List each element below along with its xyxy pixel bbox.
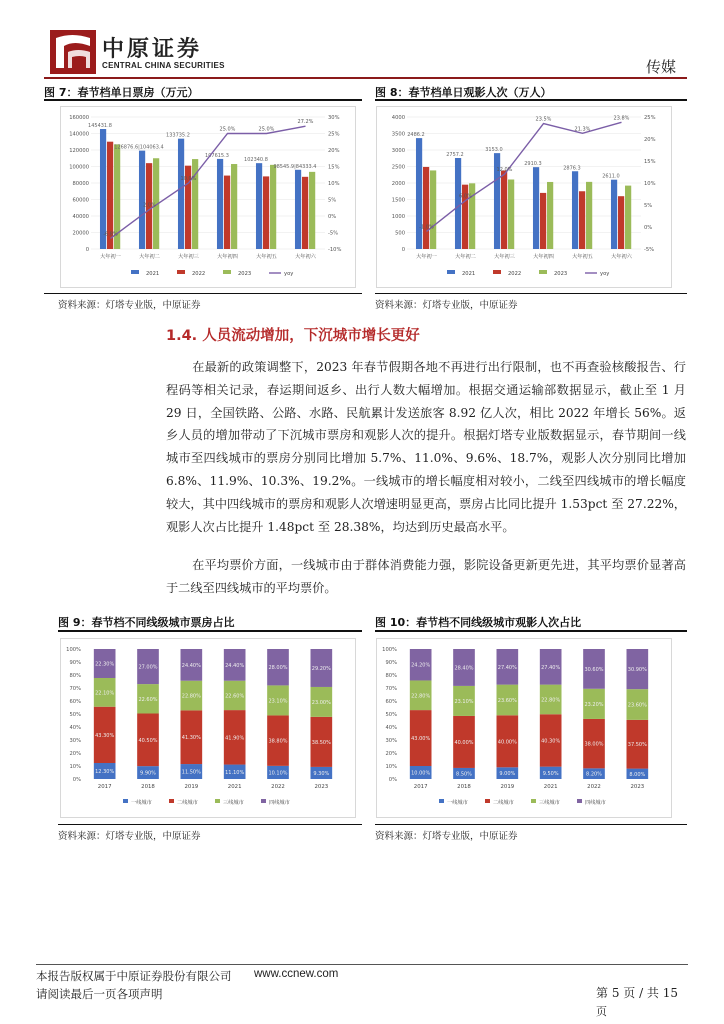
segment-label: 11.50% xyxy=(181,769,201,776)
segment-label: 28.40% xyxy=(454,665,474,672)
legend-label: 2022 xyxy=(192,271,206,277)
segment-label: 9.50% xyxy=(542,770,559,777)
figure-7-chart xyxy=(61,107,355,287)
segment-label: 37.50% xyxy=(627,742,647,749)
legend-label: 2023 xyxy=(238,271,252,277)
x-tick-label: 大年初四 xyxy=(533,254,554,260)
legend-swatch-2023 xyxy=(539,270,547,274)
yoy-label: 6.0% xyxy=(459,193,472,200)
x-tick-label: 2021 xyxy=(227,784,242,790)
segment-label: 22.30% xyxy=(95,661,115,668)
bar-2023 xyxy=(309,172,315,249)
y-tick-label: 40% xyxy=(385,725,397,731)
segment-label: 22.80% xyxy=(181,693,201,700)
logo-mark-icon xyxy=(50,30,98,76)
x-tick-label: 大年初三 xyxy=(494,254,515,260)
y2-tick-label: -5% xyxy=(328,230,339,237)
segment-label: 43.30% xyxy=(95,732,115,739)
data-label: 98545.9|84333.4 xyxy=(273,163,317,170)
bar-2021 xyxy=(295,170,301,249)
y-tick-label: 160000 xyxy=(69,115,89,121)
y-tick-label: 1500 xyxy=(391,197,405,204)
segment-label: 22.80% xyxy=(411,693,431,700)
bar-2023 xyxy=(586,182,592,249)
y-tick-label: 70% xyxy=(385,686,397,692)
y2-tick-label: 10% xyxy=(328,181,340,187)
y2-tick-label: 5% xyxy=(328,197,337,204)
y-tick-label: 100% xyxy=(382,647,397,653)
bar-2021 xyxy=(416,138,422,249)
y-tick-label: 50% xyxy=(69,712,81,718)
segment-label: 30.90% xyxy=(627,667,647,674)
segment-label: 28.00% xyxy=(268,665,288,672)
legend-swatch xyxy=(215,799,220,803)
legend-swatch xyxy=(123,799,128,803)
figure-9-source: 资料来源：灯塔专业版，中原证券 xyxy=(58,831,201,842)
segment-label: 22.60% xyxy=(138,696,158,703)
bar-2023 xyxy=(508,180,514,249)
segment-label: 27.00% xyxy=(138,664,158,671)
bar-2022 xyxy=(423,167,429,249)
footer-divider xyxy=(36,964,688,965)
legend-label: 一线城市 xyxy=(131,800,152,806)
bar-2022 xyxy=(579,191,585,249)
segment-label: 38.50% xyxy=(311,739,331,746)
y-tick-label: 70% xyxy=(69,686,81,692)
figure-9-title: 图 9：春节档不同线级城市票房占比 xyxy=(58,616,235,629)
y2-tick-label: 25% xyxy=(328,131,340,138)
y2-tick-label: 15% xyxy=(644,159,656,165)
footer-copyright: 本报告版权属于中原证券股份有限公司 xyxy=(36,969,232,983)
bar-2022 xyxy=(540,193,546,249)
x-tick-label: 2019 xyxy=(500,784,515,790)
industry-label: 传媒 xyxy=(645,58,676,76)
figure-10-chart-box xyxy=(376,638,672,818)
bar-2023 xyxy=(430,170,436,249)
data-label: 2757.2 xyxy=(446,152,464,159)
y-tick-label: 4000 xyxy=(391,115,405,121)
figure-10-chart xyxy=(377,639,671,817)
y-tick-label: 60000 xyxy=(72,197,89,204)
bar-2022 xyxy=(302,177,308,249)
bar-2023 xyxy=(270,165,276,249)
figure-10-title: 图 10：春节档不同线级城市观影人次占比 xyxy=(375,616,582,629)
y-tick-label: 2000 xyxy=(391,181,405,187)
y-tick-label: 3500 xyxy=(391,131,405,138)
figure-9-rule xyxy=(58,630,362,632)
y2-tick-label: 30% xyxy=(328,115,340,121)
bar-2023 xyxy=(231,164,237,249)
segment-label: 8.00% xyxy=(629,771,646,778)
segment-label: 10.00% xyxy=(411,770,431,777)
footer-notice: 请阅读最后一页各项声明 xyxy=(36,987,163,1001)
figure-8-chart-box xyxy=(376,106,672,288)
x-tick-label: 2017 xyxy=(413,784,428,790)
segment-label: 23.10% xyxy=(454,698,474,705)
y-tick-label: 0 xyxy=(401,247,405,253)
segment-label: 12.30% xyxy=(95,769,115,776)
legend-swatch xyxy=(531,799,536,803)
x-tick-label: 大年初五 xyxy=(572,254,593,260)
figure-10-bottom-rule xyxy=(375,824,687,825)
bar-2021 xyxy=(611,180,617,249)
x-tick-label: 2021 xyxy=(543,784,558,790)
y-tick-label: 40000 xyxy=(72,214,89,220)
segment-label: 43.00% xyxy=(411,736,431,743)
segment-label: 10.10% xyxy=(268,770,288,777)
legend-label: 2021 xyxy=(146,271,160,277)
bar-2022 xyxy=(263,176,269,249)
y2-tick-label: 5% xyxy=(644,203,653,209)
legend-label: 四线城市 xyxy=(585,800,606,806)
y2-tick-label: 15% xyxy=(328,164,340,171)
section-heading: 1.4. 人员流动增加，下沉城市增长更好 xyxy=(166,328,420,344)
data-label: 133735.2 xyxy=(166,132,190,139)
segment-label: 23.60% xyxy=(497,697,517,704)
x-tick-label: 2017 xyxy=(97,784,112,790)
paragraph-2-text: 在平均票价方面，一线城市由于群体消费能力强，影院设备更新更先进，其平均票价显著高于二线至四线城市的平均票价。 xyxy=(166,558,686,595)
x-tick-label: 大年初一 xyxy=(416,254,437,260)
yoy-label: 25.0% xyxy=(258,126,275,133)
x-tick-label: 大年初五 xyxy=(256,254,277,260)
x-tick-label: 大年初六 xyxy=(295,254,316,260)
data-label: 107615.3 xyxy=(205,152,229,159)
y-tick-label: 100% xyxy=(66,647,81,653)
segment-label: 8.50% xyxy=(456,771,472,778)
x-tick-label: 2023 xyxy=(630,784,645,790)
legend-label: 2022 xyxy=(508,271,522,277)
x-tick-label: 2018 xyxy=(141,784,155,790)
figure-7-rule xyxy=(44,99,362,101)
yoy-label: 2.0% xyxy=(143,202,156,209)
y-tick-label: 2500 xyxy=(391,164,405,171)
legend-swatch-2022 xyxy=(177,270,185,274)
section-paragraph-1 xyxy=(166,356,686,538)
yoy-label: 25.0% xyxy=(219,126,236,133)
segment-label: 9.00% xyxy=(499,771,516,778)
company-logo xyxy=(50,30,230,76)
y2-tick-label: -10% xyxy=(328,247,342,253)
figure-7-chart-box xyxy=(60,106,356,288)
legend-swatch-2023 xyxy=(223,270,231,274)
figure-8-source: 资料来源：灯塔专业版，中原证券 xyxy=(375,300,518,311)
figure-8-chart xyxy=(377,107,671,287)
segment-label: 41.90% xyxy=(225,735,245,742)
y-tick-label: 60% xyxy=(385,699,397,705)
x-tick-label: 大年初三 xyxy=(178,254,199,260)
y-tick-label: 30% xyxy=(69,738,81,744)
yoy-label: 23.5% xyxy=(535,116,552,123)
y2-tick-label: 20% xyxy=(328,148,340,154)
yoy-label: 12.0% xyxy=(496,167,513,174)
yoy-label: 21.3% xyxy=(574,126,591,133)
legend-label: 二线城市 xyxy=(493,800,514,806)
x-tick-label: 2022 xyxy=(271,784,285,790)
logo-text-en: CENTRAL CHINA SECURITIES xyxy=(102,61,225,70)
section-paragraph-2 xyxy=(166,554,686,600)
segment-label: 40.50% xyxy=(138,737,158,744)
figure-10-rule xyxy=(375,630,687,632)
y2-tick-label: 20% xyxy=(644,137,656,143)
legend-swatch-2021 xyxy=(131,270,139,274)
y-tick-label: 20% xyxy=(385,751,397,757)
segment-label: 40.00% xyxy=(497,739,517,746)
data-label: 2910.3 xyxy=(524,161,542,168)
y-tick-label: 30% xyxy=(385,738,397,744)
legend-label: 三线城市 xyxy=(223,800,244,806)
y-tick-label: 80% xyxy=(69,673,81,679)
y-tick-label: 90% xyxy=(69,660,81,666)
bar-2021 xyxy=(139,151,145,249)
y-tick-label: 50% xyxy=(385,712,397,718)
legend-label: 一线城市 xyxy=(447,800,468,806)
bar-2023 xyxy=(625,186,631,249)
y-tick-label: 40% xyxy=(69,725,81,731)
bar-2021 xyxy=(217,159,223,249)
y2-tick-label: 0% xyxy=(328,214,337,220)
segment-label: 22.80% xyxy=(541,697,561,704)
segment-label: 9.30% xyxy=(313,770,330,777)
legend-swatch xyxy=(169,799,174,803)
x-tick-label: 2018 xyxy=(457,784,471,790)
y-tick-label: 140000 xyxy=(69,131,89,138)
legend-swatch-2022 xyxy=(493,270,501,274)
yoy-label: 27.2% xyxy=(297,119,314,126)
bar-2023 xyxy=(547,182,553,249)
x-tick-label: 大年初一 xyxy=(100,254,121,260)
bar-2022 xyxy=(618,196,624,249)
y-tick-label: 1000 xyxy=(391,214,405,220)
y-tick-label: 3000 xyxy=(391,148,405,154)
y-tick-label: 0% xyxy=(388,777,397,783)
bar-2021 xyxy=(572,171,578,249)
y-tick-label: 120000 xyxy=(69,148,89,154)
segment-label: 11.10% xyxy=(225,769,245,776)
yoy-label: -1.0% xyxy=(419,224,434,231)
yoy-label: 23.8% xyxy=(613,115,630,122)
bar-2021 xyxy=(256,163,262,249)
figure-7-bottom-rule xyxy=(44,293,362,294)
y-tick-label: 90% xyxy=(385,660,397,666)
figure-10-source: 资料来源：灯塔专业版，中原证券 xyxy=(375,831,518,842)
segment-label: 23.00% xyxy=(311,699,331,706)
y-tick-label: 10% xyxy=(385,764,397,770)
page-number-suffix: 页 xyxy=(596,1005,607,1018)
legend-label: 四线城市 xyxy=(269,800,290,806)
y-tick-label: 80000 xyxy=(72,181,89,187)
y2-tick-label: -5% xyxy=(644,247,655,253)
paragraph-1-text: 在最新的政策调整下，2023 年春节假期各地不再进行出行限制，也不再查验核酸报告、行程码等相关记录，春运期间返乡、出行人数大幅增加。根据交通运输部数据显示，截止至 1 月 29 日，全国铁路、公路、水路、民航累计发送旅客 8.92 亿人次，相比 2022 年增长 56%。返乡人员的增加带动了下沉城市票房和观影人次的提升。根据灯塔专业版数据显示，春节期间一线城市至四线城市的票房分别同比增加 5.7%、11.0%、9.6%、18.7%，观影人次分别同比增加 6.8%、11.9%、10.3%、19.2%。一线城市的增长幅度相对较小，二线至四线城市的增长幅度较大，其中四线城市的票房和观影人次增速明显更高，票房占比同比提升 1.53pct 至 27.22%，观影人次占比提升 1.48pct 至 28.38%，均达到历史最高水平。 xyxy=(166,360,686,534)
figure-8-rule xyxy=(375,99,687,101)
y-tick-label: 100000 xyxy=(69,164,89,171)
segment-label: 38.80% xyxy=(268,738,288,745)
segment-label: 30.60% xyxy=(584,666,604,673)
y-tick-label: 80% xyxy=(385,673,397,679)
figure-9-chart-box xyxy=(60,638,356,818)
x-tick-label: 大年初六 xyxy=(611,254,632,260)
bar-2021 xyxy=(178,139,184,249)
header-divider xyxy=(44,77,687,79)
page-number: 第 5 页 / 共 15 xyxy=(596,986,679,1000)
y-tick-label: 60% xyxy=(69,699,81,705)
bar-2021 xyxy=(455,158,461,249)
y-tick-label: 20000 xyxy=(72,230,89,237)
logo-text-cn: 中原证券 xyxy=(102,37,203,62)
segment-label: 9.90% xyxy=(140,770,156,777)
legend-swatch xyxy=(577,799,582,803)
segment-label: 40.00% xyxy=(454,739,474,746)
y-tick-label: 0% xyxy=(72,777,81,783)
segment-label: 24.40% xyxy=(181,662,201,669)
legend-swatch-2021 xyxy=(447,270,455,274)
data-label: 2876.3 xyxy=(563,165,581,172)
segment-label: 22.10% xyxy=(95,690,115,697)
legend-label: 三线城市 xyxy=(539,800,560,806)
x-tick-label: 大年初四 xyxy=(217,254,238,260)
legend-swatch xyxy=(439,799,444,803)
segment-label: 23.20% xyxy=(584,701,604,708)
x-tick-label: 2022 xyxy=(587,784,601,790)
bar-2021 xyxy=(533,167,539,249)
segment-label: 24.20% xyxy=(411,662,431,669)
y-tick-label: 500 xyxy=(395,230,405,237)
segment-label: 22.60% xyxy=(225,693,245,700)
segment-label: 27.40% xyxy=(541,664,561,671)
data-label: 145431.8 xyxy=(88,123,112,130)
y-tick-label: 10% xyxy=(69,764,81,770)
legend-label: 2023 xyxy=(554,271,568,277)
x-tick-label: 2023 xyxy=(314,784,329,790)
segment-label: 27.40% xyxy=(497,664,517,671)
yoy-label: 10.0% xyxy=(180,176,197,182)
segment-label: 41.30% xyxy=(181,735,201,742)
figure-7-source: 资料来源：灯塔专业版，中原证券 xyxy=(58,300,201,311)
y2-tick-label: 25% xyxy=(644,115,656,121)
x-tick-label: 大年初二 xyxy=(139,254,160,260)
data-label: 126876.6|104063.4 xyxy=(114,144,164,151)
legend-swatch xyxy=(485,799,490,803)
data-label: 102340.8 xyxy=(244,157,268,164)
segment-label: 38.00% xyxy=(584,741,604,748)
y-tick-label: 0 xyxy=(85,247,89,253)
y-tick-label: 20% xyxy=(69,751,81,757)
data-label: 2611.0 xyxy=(602,173,620,180)
legend-swatch xyxy=(261,799,266,803)
data-label: 2486.2 xyxy=(407,132,425,139)
bar-2022 xyxy=(501,170,507,249)
data-label: 3153.0 xyxy=(485,147,503,154)
figure-7-title: 图 7：春节档单日票房（万元） xyxy=(44,86,199,99)
segment-label: 24.40% xyxy=(225,662,245,669)
legend-label: yoy xyxy=(284,271,294,277)
figure-9-bottom-rule xyxy=(58,824,362,825)
segment-label: 23.60% xyxy=(627,702,647,709)
legend-label: 二线城市 xyxy=(177,800,198,806)
segment-label: 40.30% xyxy=(541,738,561,745)
y2-tick-label: 0% xyxy=(644,225,653,231)
legend-label: yoy xyxy=(600,271,610,277)
segment-label: 8.20% xyxy=(586,771,602,778)
y2-tick-label: 10% xyxy=(644,181,656,187)
segment-label: 29.20% xyxy=(311,665,331,672)
yoy-label: -6.8% xyxy=(103,231,118,238)
figure-9-chart xyxy=(61,639,355,817)
figure-8-title: 图 8：春节档单日观影人次（万人） xyxy=(375,86,552,99)
legend-label: 2021 xyxy=(462,271,476,277)
x-tick-label: 大年初二 xyxy=(455,254,476,260)
footer-website-link[interactable]: www.ccnew.com xyxy=(254,968,339,980)
bar-2022 xyxy=(224,176,230,249)
segment-label: 23.10% xyxy=(268,698,288,705)
figure-8-bottom-rule xyxy=(375,293,687,294)
x-tick-label: 2019 xyxy=(184,784,199,790)
